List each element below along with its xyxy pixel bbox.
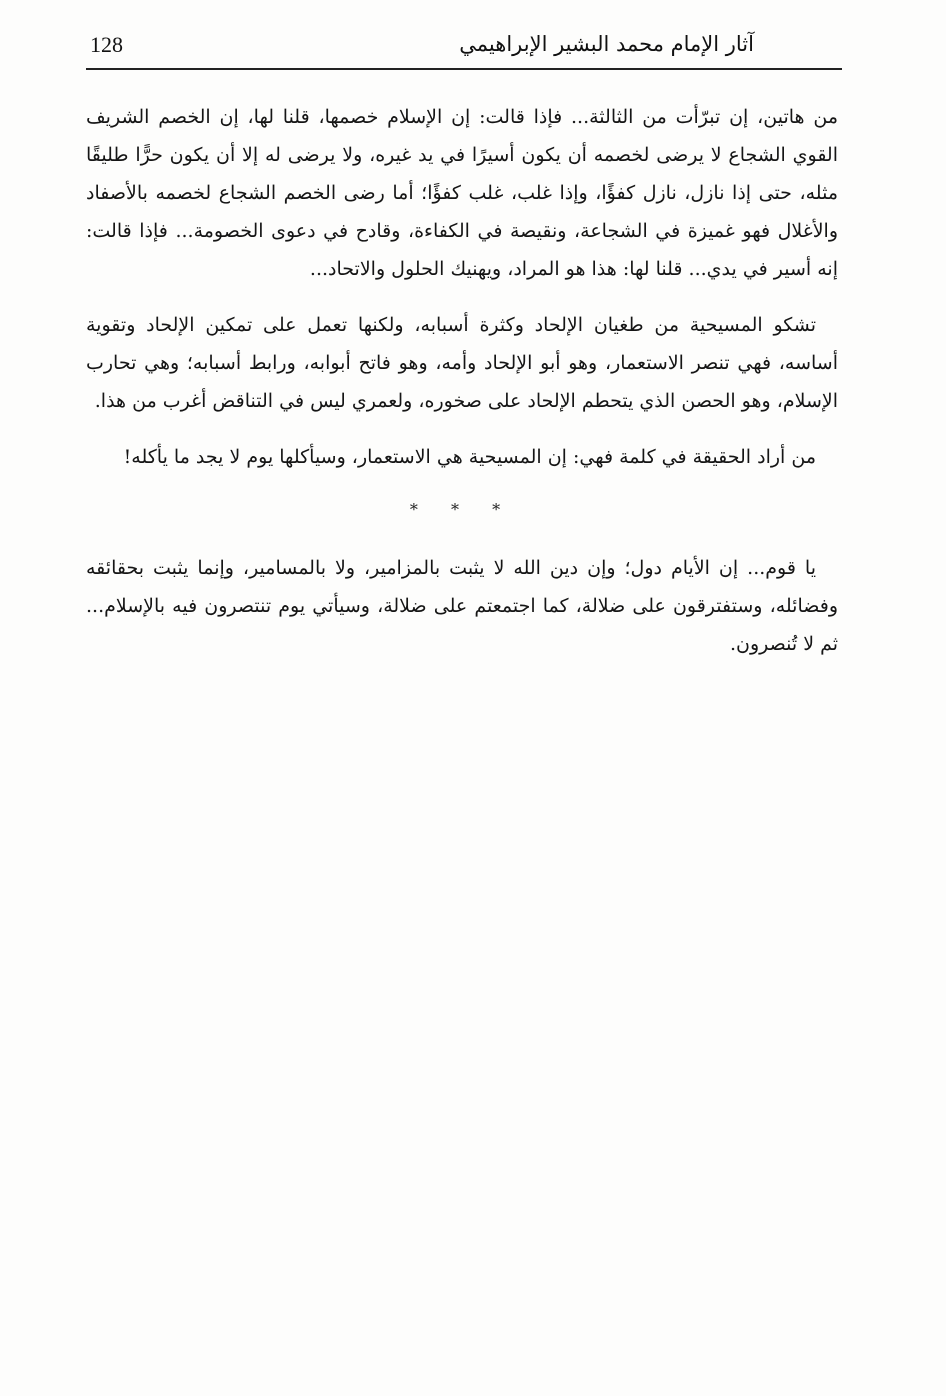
page-number: 128 [90,32,123,57]
page-header [86,28,842,70]
paragraph-final: يا قوم... إن الأيام دول؛ وإن دين الله لا يثبت بالمزامير، ولا بالمسامير، وإنما يثبت بحقائقه وفضائله، وستفترقون على ضلالة، كما اجتمعتم على ضلالة، وسيأتي يوم تنتصرون فيه بالإسلام... ثم لا تُنصرون. [86,557,838,655]
running-title: آثار الإمام محمد البشير الإبراهيمي [459,32,754,56]
page-body [86,98,838,681]
paragraph-2: تشكو المسيحية من طغيان الإلحاد وكثرة أسبابه، ولكنها تعمل على تمكين الإلحاد وتقوية أساسه، فهي تنصر الاستعمار، وهو أبو الإلحاد وأمه، وهو فاتح أبوابه، ورابط أسبابه؛ وهي تحارب الإسلام، وهو الحصن الذي يتحطم الإلحاد على صخوره، ولعمري ليس في التناقض أغرب من هذا. [86,314,838,412]
paragraph-3: من أراد الحقيقة في كلمة فهي: إن المسيحية هي الاستعمار، وسيأكلها يوم لا يجد ما يأكله! [123,446,816,468]
section-separator: * * * [409,500,515,519]
paragraph-1: من هاتين، إن تبرّأت من الثالثة... فإذا قالت: إن الإسلام خصمها، قلنا لها، إن الخصم الشريف القوي الشجاع لا يرضى لخصمه أن يكون أسيرًا في يد غيره، ولا يرضى له إلا أن يكون حرًّا طليقًا مثله، حتى إذا نازل، نازل كفؤًا، وإذا غلب، غلب كفؤًا؛ أما رضى الخصم الشجاع لخصمه بالأصفاد والأغلال فهو غميزة في الشجاعة، ونقيصة في الكفاءة، وقادح في دعوى الخصومة... فإذا قالت: إنه أسير في يدي... قلنا لها: هذا هو المراد، ويهنيك الحلول والاتحاد... [86,106,838,280]
